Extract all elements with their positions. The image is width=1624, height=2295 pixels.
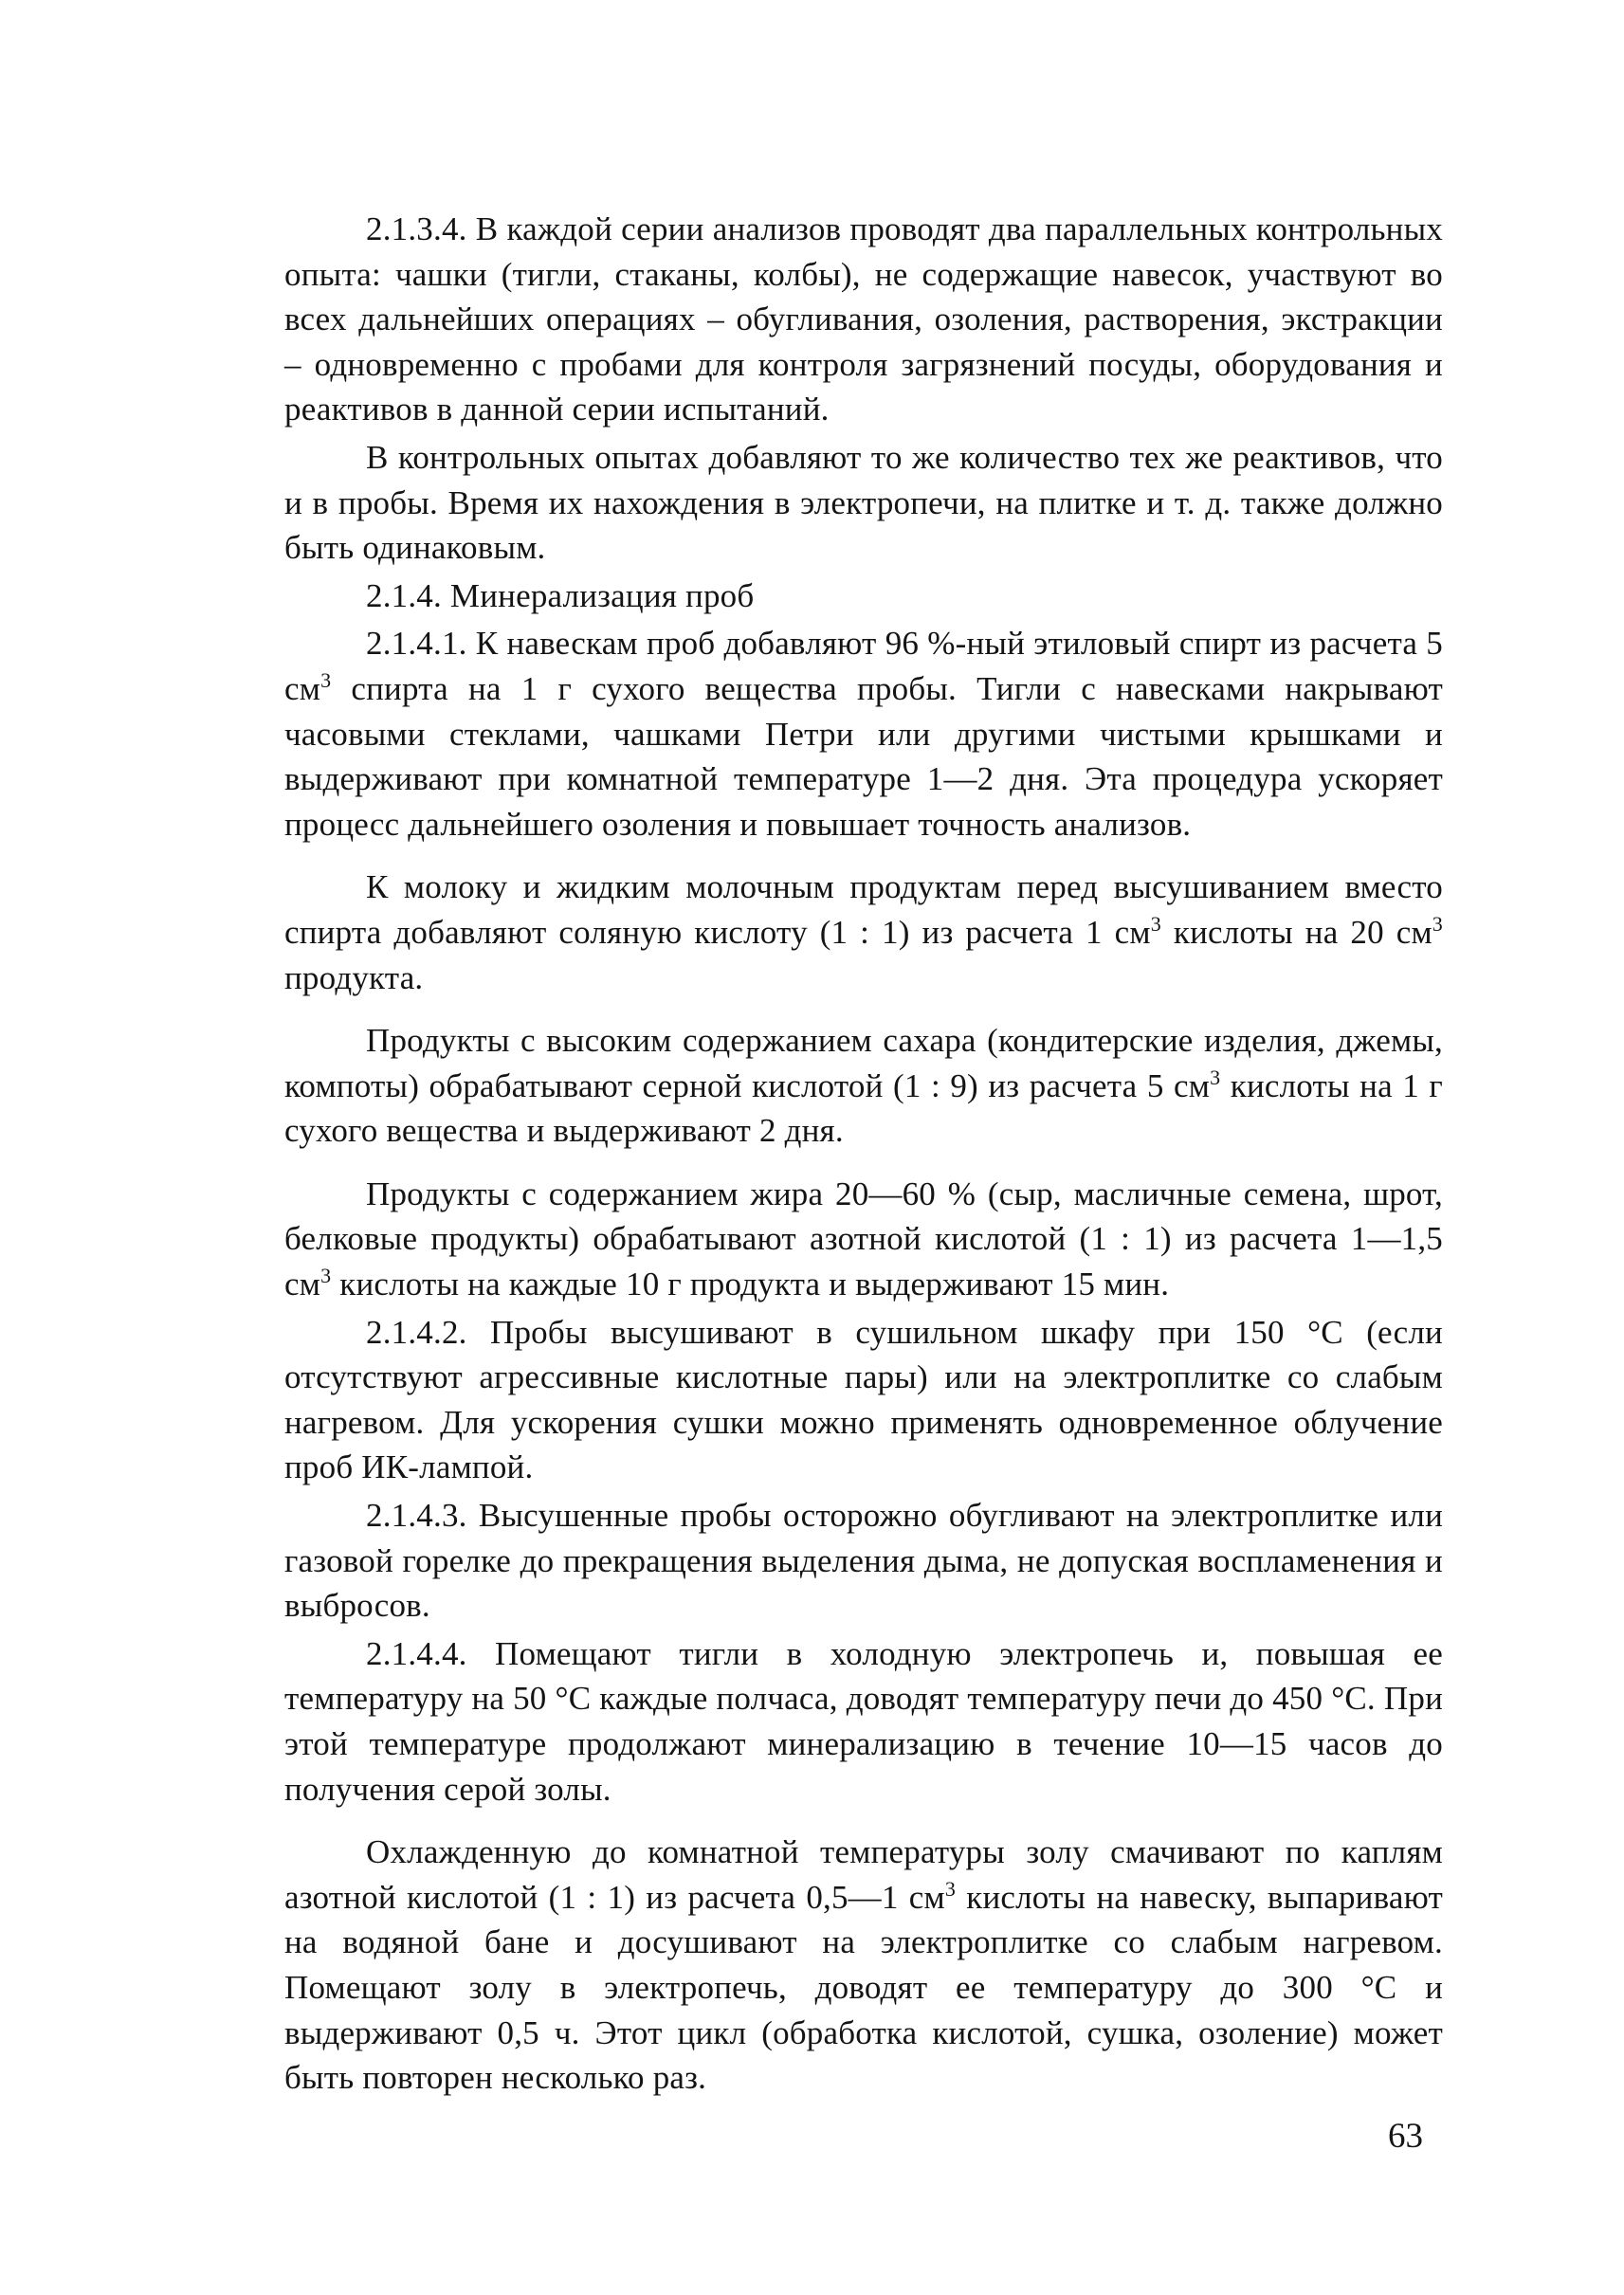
text-run: Охлажденную до комнатной температуры золу смачивают по каплям азотной кислотой (1 : 1) из расчета 0,5—1 см bbox=[284, 1833, 1443, 1916]
text-run: Продукты с содержанием жира 20—60 % (сыр, масличные семена, шрот, белковые продукты) обрабатывают азотной кислотой (1 : 1) из расчета 1—1,5 см bbox=[284, 1175, 1443, 1303]
paragraph-p8 bbox=[284, 1310, 1443, 1490]
text-run: В контрольных опытах добавляют то же количество тех же реактивов, что и в пробы. Время их нахождения в электропечи, на плитке и т. д. также должно быть одинаковым. bbox=[284, 438, 1443, 567]
paragraph-p1 bbox=[284, 207, 1443, 432]
paragraph-p11 bbox=[284, 1830, 1443, 2101]
text-run: кислоты на навеску, выпаривают на водяной бане и досушивают на электроплитке со слабым нагревом. Помещают золу в электропечь, доводят ее температуру до 300 °С и выдерживают 0,5 ч. Этот цикл (обработка кислотой, сушка, озоление) может быть повторен несколько раз. bbox=[284, 1878, 1443, 2097]
paragraph-p9 bbox=[284, 1493, 1443, 1629]
text-run: кислоты на 20 см bbox=[1160, 913, 1432, 951]
text-run: спирта на 1 г сухого вещества пробы. Тигли с навесками накрывают часовыми стеклами, чашками Петри или другими чистыми крышками и выдерживают при комнатной температуре 1—2 дня. Эта процедура ускоряет процесс дальнейшего озоления и повышает точность анализов. bbox=[284, 669, 1443, 843]
text-run: 2.1.3.4. В каждой серии анализов проводят два параллельных контрольных опыта: чашки (тигли, стаканы, колбы), не содержащие навесок, участвуют во всех дальнейших операциях – обугливания, озоления, растворения, экстракции – одновременно с пробами для контроля загрязнений посуды, оборудования и реактивов в данной серии испытаний. bbox=[284, 210, 1443, 428]
paragraph-p10 bbox=[284, 1631, 1443, 1812]
paragraph-p2 bbox=[284, 435, 1443, 571]
page-body bbox=[284, 207, 1443, 2101]
text-run: 2.1.4.1. К навескам проб добавляют 96 %-ный этиловый спирт из расчета 5 см bbox=[284, 625, 1443, 707]
text-run: 2.1.4. Минерализация проб bbox=[366, 576, 755, 614]
text-run: 2.1.4.2. Пробы высушивают в сушильном шкафу при 150 °С (если отсутствуют агрессивные кислотные пары) или на электроплитке со слабым нагревом. Для ускорения сушки можно применять одновременное облучение проб ИК-лампой. bbox=[284, 1313, 1443, 1486]
paragraph-p5 bbox=[284, 865, 1443, 1000]
paragraph-p4 bbox=[284, 621, 1443, 847]
paragraph-p6 bbox=[284, 1018, 1443, 1154]
text-run: 2.1.4.4. Помещают тигли в холодную электропечь и, повышая ее температуру на 50 °С каждые полчаса, доводят температуру печи до 450 °С. При этой температуре продолжают минерализацию в течение 10—15 часов до получения серой золы. bbox=[284, 1634, 1443, 1808]
superscript: 3 bbox=[944, 1876, 957, 1901]
page-number: 63 bbox=[1388, 2117, 1423, 2156]
paragraph-p3 bbox=[284, 574, 1443, 619]
text-run: продукта. bbox=[284, 958, 424, 996]
superscript: 3 bbox=[1432, 911, 1443, 936]
text-run: 2.1.4.3. Высушенные пробы осторожно обугливают на электроплитке или газовой горелке до прекращения выделения дыма, не допуская воспламенения и выбросов. bbox=[284, 1497, 1443, 1625]
text-run: К молоку и жидким молочным продуктам перед высушиванием вместо спирта добавляют соляную кислоту (1 : 1) из расчета 1 см bbox=[284, 868, 1443, 951]
superscript: 3 bbox=[1150, 911, 1161, 936]
text-run: Продукты с высоким содержанием сахара (кондитерские изделия, джемы, компоты) обрабатывают серной кислотой (1 : 9) из расчета 5 см bbox=[284, 1022, 1443, 1104]
superscript: 3 bbox=[320, 1264, 332, 1288]
text-run: кислоты на 1 г сухого вещества и выдерживают 2 дня. bbox=[284, 1066, 1443, 1150]
superscript: 3 bbox=[1210, 1065, 1221, 1089]
paragraph-p7 bbox=[284, 1172, 1443, 1307]
text-run: кислоты на каждые 10 г продукта и выдерживают 15 мин. bbox=[331, 1266, 1170, 1303]
superscript: 3 bbox=[320, 667, 332, 692]
